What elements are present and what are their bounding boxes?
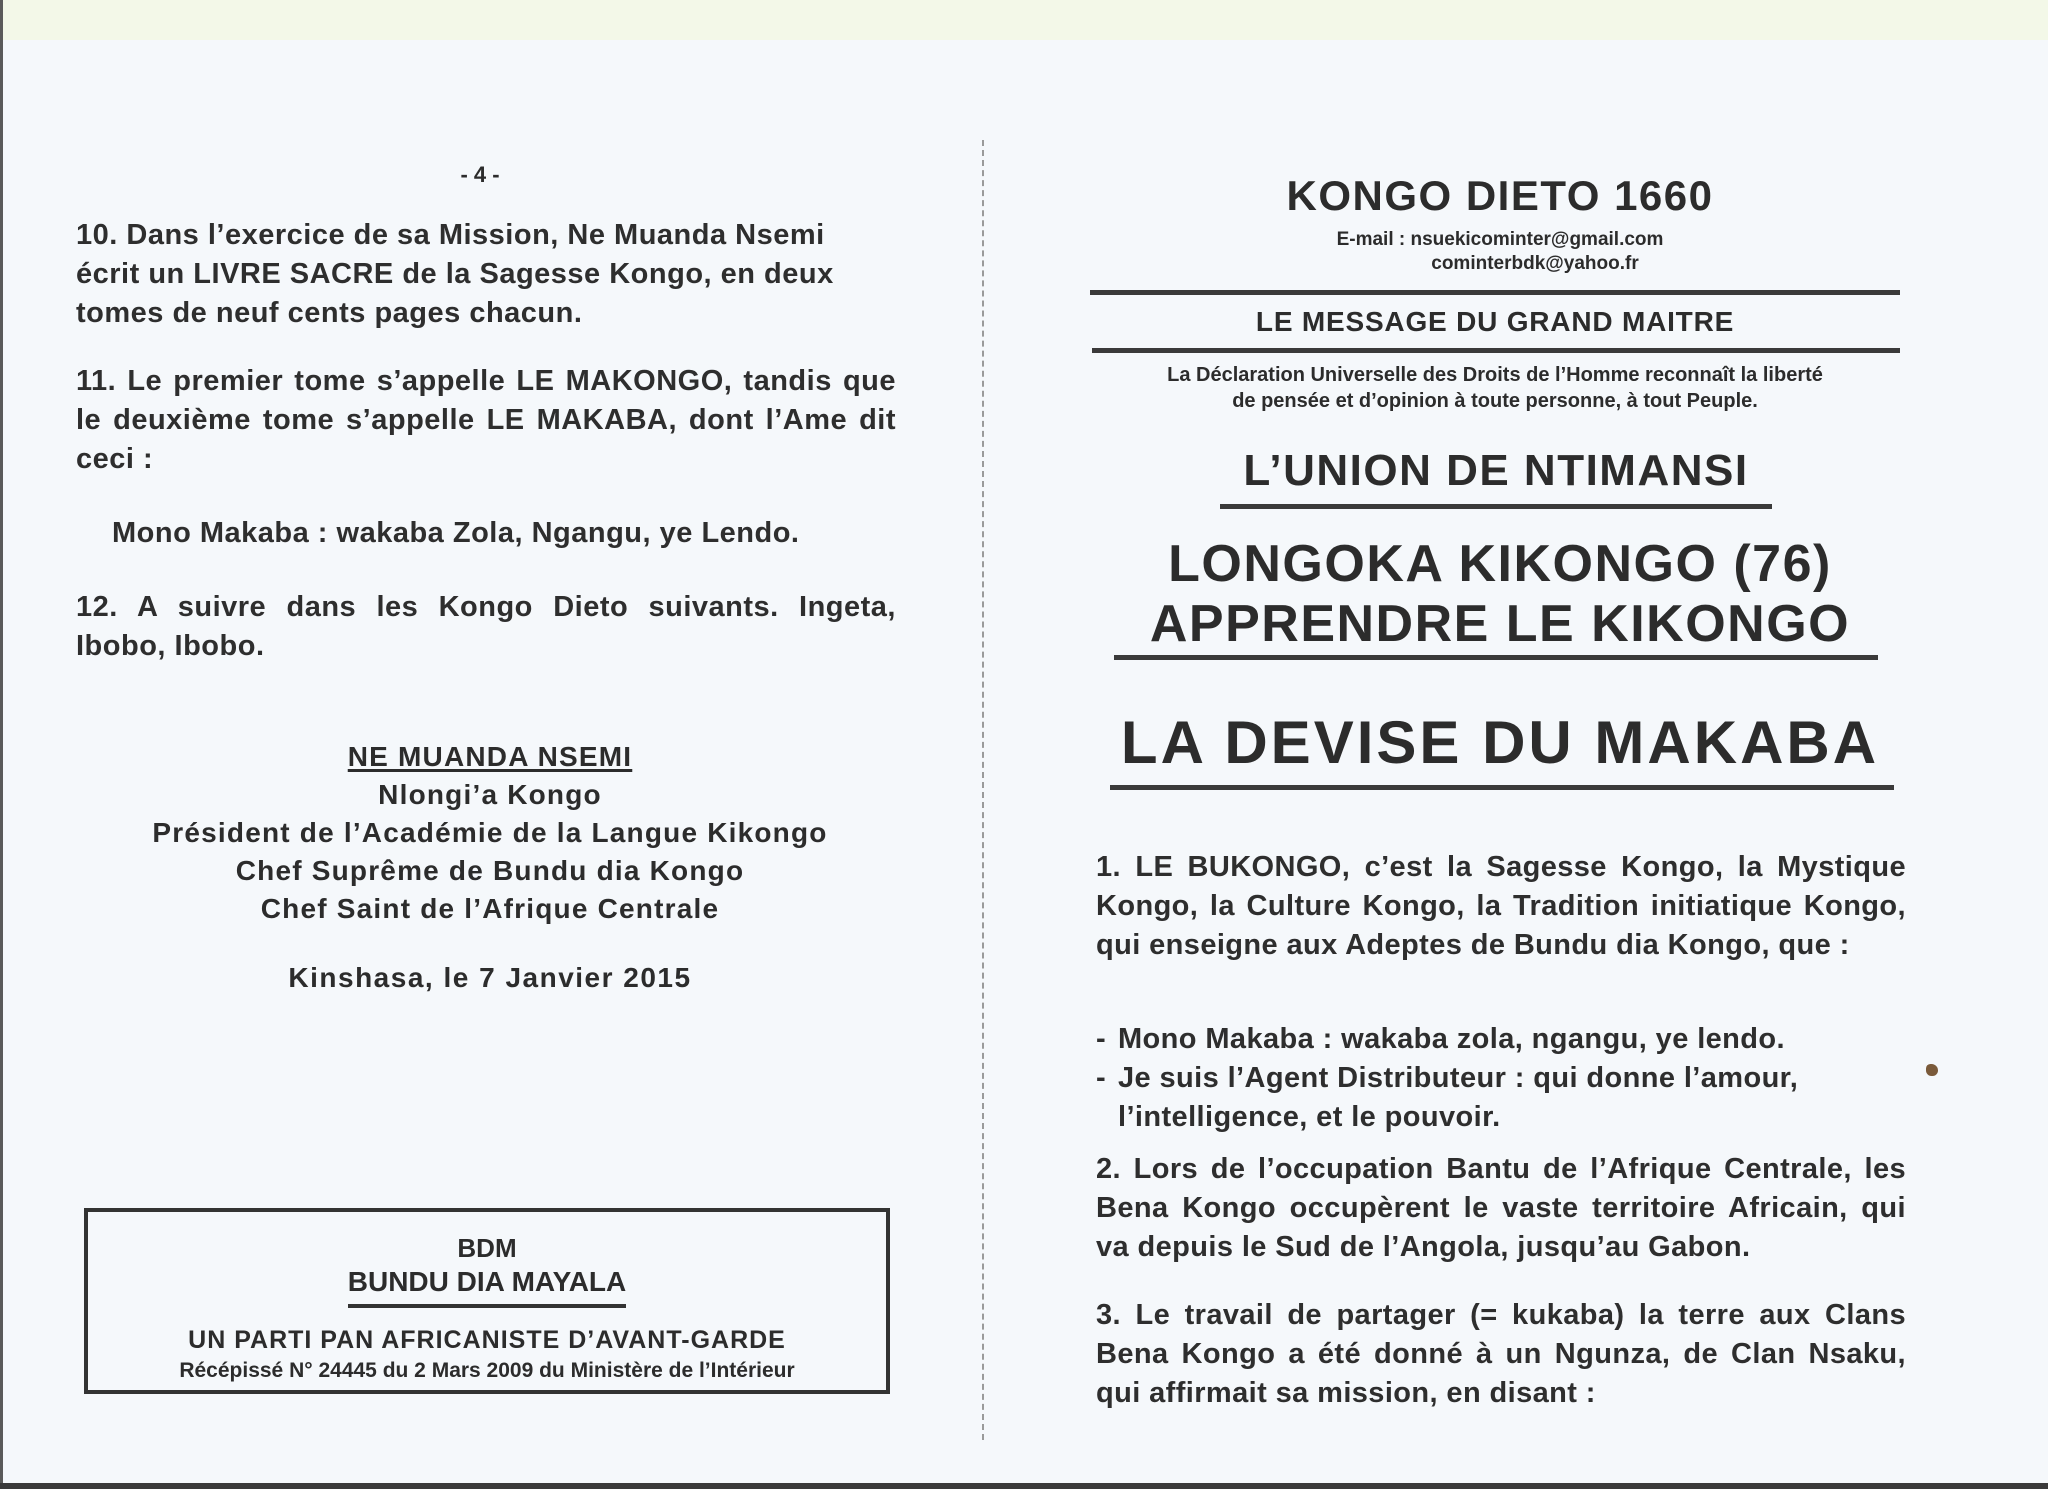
bullet-dash: - (1096, 1023, 1107, 1055)
headline-line: APPRENDRE LE KIKONGO (1149, 595, 1851, 653)
signatory-title: Nlongi’a Kongo (378, 779, 602, 810)
scan-speck (1926, 1064, 1938, 1076)
declaration-line: de pensée et d’opinion à toute personne, à tout Peuple. (1232, 390, 1758, 412)
contact-emails (1090, 228, 1910, 276)
declaration-text (1090, 362, 1900, 414)
paragraph-10: 10. Dans l’exercice de sa Mission, Ne Muanda Nsemi écrit un LIVRE SACRE de la Sagesse Kongo, en deux tomes de neuf cents pages chacun. (76, 219, 834, 329)
section-heading: LE MESSAGE DU GRAND MAITRE (1255, 306, 1735, 337)
paragraph-3: 3. Le travail de partager (= kukaba) la terre aux Clans Bena Kongo a été donné à un Ngunza, de Clan Nsaku, qui affirmait sa mission, en disant : (1096, 1299, 1906, 1409)
union-heading: L’UNION DE NTIMANSI (1243, 446, 1749, 495)
divider-rule (1110, 785, 1894, 790)
bullet-text: Je suis l’Agent Distributeur : qui donne l’amour, l’intelligence, et le pouvoir. (1118, 1062, 1799, 1133)
bullet-text: Mono Makaba : wakaba zola, ngangu, ye lendo. (1118, 1023, 1785, 1055)
bullet-list (1096, 1020, 1906, 1137)
email-line: E-mail : nsuekicominter@gmail.com (1336, 229, 1664, 250)
bdm-tagline: UN PARTI PAN AFRICANISTE D’AVANT-GARDE (188, 1326, 786, 1354)
paragraph-11: 11. Le premier tome s’appelle LE MAKONGO, tandis que le deuxième tome s’appelle LE MAKABA, dont l’Ame dit ceci : (76, 365, 896, 475)
place-date: Kinshasa, le 7 Janvier 2015 (288, 962, 692, 993)
signature-block (80, 738, 900, 928)
page-fold-divider (982, 140, 984, 1440)
divider-rule (1114, 655, 1878, 660)
declaration-line: La Déclaration Universelle des Droits de l’Homme reconnaît la liberté (1167, 364, 1823, 386)
scan-bottom-edge (0, 1483, 2048, 1489)
headline (1090, 534, 1910, 654)
bdm-name: BUNDU DIA MAYALA (348, 1264, 626, 1308)
bullet-dash: - (1096, 1062, 1107, 1094)
scan-top-border (0, 0, 2048, 40)
paragraph-12: 12. A suivre dans les Kongo Dieto suivants. Ingeta, Ibobo, Ibobo. (76, 591, 896, 662)
paragraph-1: 1. LE BUKONGO, c’est la Sagesse Kongo, la Mystique Kongo, la Culture Kongo, la Tradition initiatique Kongo, qui enseigne aux Adeptes de Bundu dia Kongo, que : (1096, 851, 1906, 961)
divider-rule (1220, 504, 1772, 509)
makaba-motto: Mono Makaba : wakaba Zola, Ngangu, ye Lendo. (112, 517, 800, 549)
paragraph-2: 2. Lors de l’occupation Bantu de l’Afrique Centrale, les Bena Kongo occupèrent le vaste territoire Africain, qui va depuis le Sud de l’Angola, jusqu’au Gabon. (1096, 1153, 1906, 1263)
masthead-title: KONGO DIETO 1660 (1286, 172, 1714, 219)
divider-rule (1090, 290, 1900, 295)
headline-line: LONGOKA KIKONGO (76) (1168, 535, 1832, 593)
topic-title: LA DEVISE DU MAKABA (1120, 709, 1880, 776)
page-number: - 4 - (460, 162, 500, 187)
scan-left-edge (0, 0, 3, 1489)
signatory-title: Chef Saint de l’Afrique Centrale (260, 893, 720, 924)
signatory-name: NE MUANDA NSEMI (347, 741, 633, 772)
list-item (1096, 1020, 1906, 1059)
signatory-title: Président de l’Académie de la Langue Kikongo (152, 817, 828, 848)
bdm-acronym: BDM (457, 1233, 517, 1263)
bdm-party-box (84, 1208, 890, 1394)
email-line: cominterbdk@yahoo.fr (1431, 253, 1639, 274)
list-item (1096, 1059, 1906, 1137)
divider-rule (1092, 348, 1900, 353)
signatory-title: Chef Suprême de Bundu dia Kongo (235, 855, 745, 886)
bdm-registration: Récépissé N° 24445 du 2 Mars 2009 du Ministère de l’Intérieur (179, 1359, 795, 1382)
